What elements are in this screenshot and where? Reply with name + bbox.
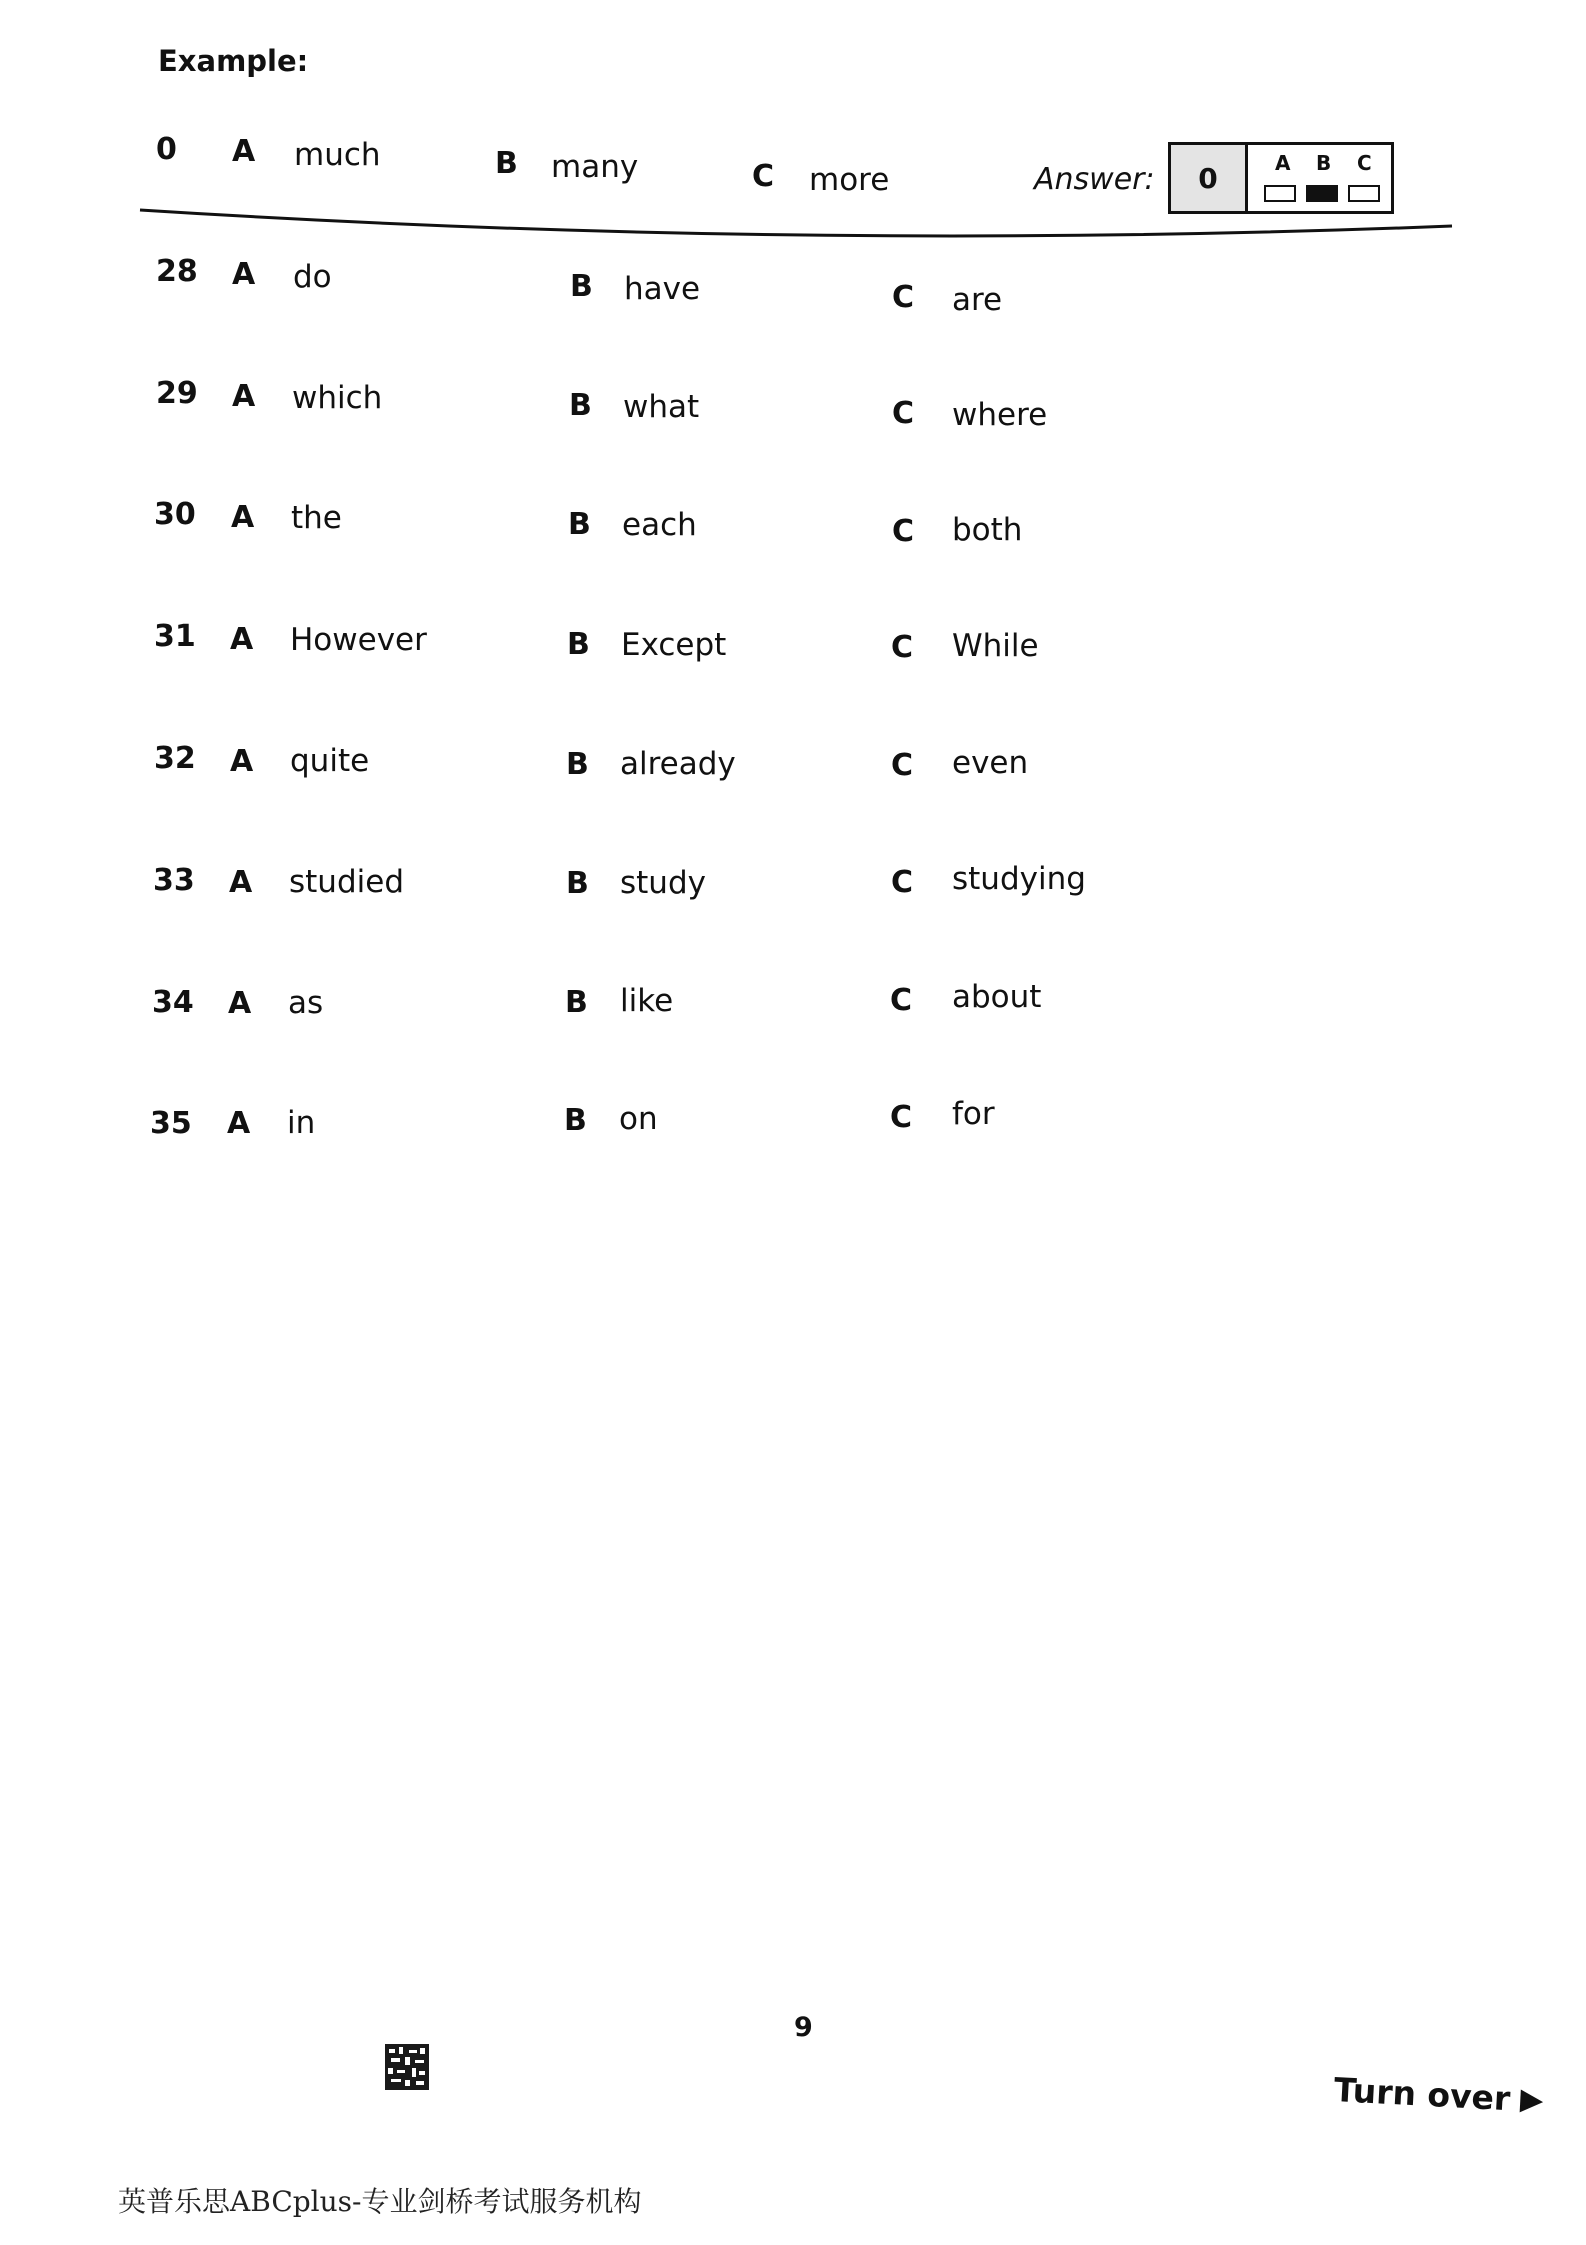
option-letter-b: B — [570, 269, 593, 304]
option-letter-a: A — [232, 257, 256, 292]
option-word-c: where — [952, 397, 1048, 433]
option-letter-b: B — [566, 747, 589, 782]
option-word-a: in — [287, 1105, 316, 1141]
answer-box-number: 0 — [1171, 145, 1248, 211]
option-word-a: which — [292, 380, 383, 416]
option-word-a: However — [290, 622, 427, 658]
question-number: 35 — [150, 1106, 192, 1141]
example-option-letter-a: A — [232, 134, 256, 169]
option-word-a: quite — [290, 743, 370, 779]
play-arrow-icon: ▶ — [1519, 2081, 1545, 2118]
example-option-letter-b: B — [495, 146, 518, 181]
option-letter-c: C — [890, 983, 913, 1018]
option-word-c: both — [952, 512, 1023, 548]
option-letter-b: B — [566, 866, 589, 901]
question-number: 31 — [154, 619, 196, 654]
option-letter-c: C — [890, 1100, 913, 1135]
option-word-a: do — [293, 259, 332, 295]
option-word-b: study — [620, 865, 706, 901]
example-option-letter-c: C — [752, 159, 775, 194]
option-letter-a: A — [230, 622, 254, 657]
page-number: 9 — [794, 2012, 813, 2043]
answer-box-letter-a: A — [1275, 151, 1291, 175]
question-number: 29 — [156, 376, 198, 411]
option-letter-c: C — [891, 630, 914, 665]
option-letter-b: B — [568, 507, 591, 542]
option-letter-a: A — [228, 986, 252, 1021]
example-heading: Example: — [158, 44, 309, 78]
option-word-b: each — [622, 507, 697, 543]
option-letter-a: A — [229, 865, 253, 900]
example-option-word-b: many — [551, 149, 639, 185]
scan-code-icon — [385, 2044, 429, 2090]
option-word-c: are — [952, 282, 1003, 318]
turn-over-text: Turn over — [1332, 2070, 1512, 2119]
option-letter-c: C — [892, 514, 915, 549]
option-letter-a: A — [232, 379, 256, 414]
option-letter-c: C — [891, 748, 914, 783]
question-number: 30 — [154, 497, 196, 532]
option-word-a: studied — [289, 864, 404, 900]
option-word-c: for — [952, 1096, 995, 1132]
option-word-c: about — [952, 979, 1042, 1015]
option-letter-b: B — [567, 627, 590, 662]
option-word-b: have — [624, 271, 701, 307]
option-word-c: While — [952, 628, 1039, 664]
answer-box-letter-c: C — [1357, 151, 1372, 175]
option-letter-c: C — [892, 396, 915, 431]
option-word-b: Except — [621, 627, 727, 663]
option-letter-a: A — [227, 1106, 251, 1141]
option-letter-c: C — [891, 865, 914, 900]
option-word-c: studying — [952, 861, 1086, 897]
footer-text: 英普乐思ABCplus-专业剑桥考试服务机构 — [118, 2185, 642, 2218]
answer-box-letter-b: B — [1316, 151, 1332, 175]
divider-line — [0, 0, 1586, 260]
turn-over-label — [1333, 2070, 1544, 2120]
example-option-word-c: more — [809, 162, 890, 198]
question-number: 34 — [152, 985, 194, 1020]
option-word-b: like — [620, 983, 674, 1019]
option-letter-a: A — [230, 744, 254, 779]
example-number: 0 — [156, 132, 177, 167]
option-letter-b: B — [565, 985, 588, 1020]
option-word-b: already — [620, 746, 736, 782]
question-number: 32 — [154, 741, 196, 776]
option-word-b: what — [623, 389, 700, 425]
option-word-a: as — [288, 985, 324, 1021]
option-word-a: the — [291, 500, 342, 536]
question-number: 33 — [153, 863, 195, 898]
option-letter-b: B — [569, 388, 592, 423]
option-letter-b: B — [564, 1103, 587, 1138]
option-letter-a: A — [231, 500, 255, 535]
question-number: 28 — [156, 254, 198, 289]
example-option-word-a: much — [294, 137, 381, 173]
option-word-b: on — [619, 1101, 658, 1137]
answer-label: Answer: — [1034, 162, 1155, 197]
option-letter-c: C — [892, 280, 915, 315]
option-word-c: even — [952, 745, 1029, 781]
